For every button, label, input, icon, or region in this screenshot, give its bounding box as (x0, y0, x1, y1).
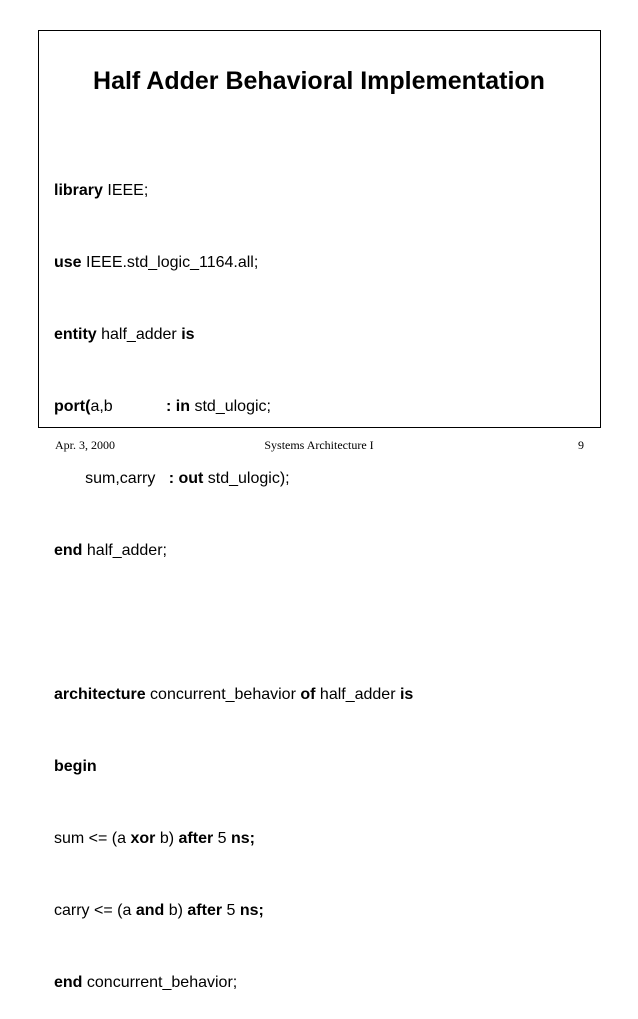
code-block (54, 131, 413, 1019)
code-line-port (54, 395, 413, 419)
code-text: concurrent_behavior (145, 686, 301, 703)
code-line-carry (54, 899, 413, 923)
keyword: architecture (54, 686, 146, 703)
code-line-end-entity (54, 539, 413, 563)
keyword: : out (168, 470, 204, 487)
code-line-entity (54, 323, 413, 347)
keyword: is (399, 686, 414, 703)
code-text: IEEE; (102, 182, 149, 199)
keyword: after (178, 830, 214, 847)
keyword: use (54, 254, 82, 271)
code-text: std_ulogic); (203, 470, 290, 487)
keyword: : in (166, 398, 191, 415)
code-text: IEEE.std_logic_1164.all; (81, 254, 259, 271)
footer-course-title: Systems Architecture I (264, 438, 374, 452)
code-line-end-architecture (54, 971, 413, 995)
code-line-sum (54, 827, 413, 851)
code-text: half_adder (315, 686, 400, 703)
footer-date: Apr. 3, 2000 (55, 438, 115, 452)
code-line-architecture (54, 683, 413, 707)
code-text: std_ulogic; (190, 398, 271, 415)
code-text: b) (164, 902, 188, 919)
keyword: entity (54, 326, 97, 343)
code-line-library (54, 179, 413, 203)
keyword: end (54, 974, 83, 991)
code-text: 5 (213, 830, 231, 847)
code-text: a,b (90, 398, 167, 415)
code-line-begin (54, 755, 413, 779)
keyword: of (300, 686, 316, 703)
code-text: sum <= (a (54, 830, 131, 847)
code-text: 5 (222, 902, 240, 919)
code-text: carry <= (a (54, 902, 136, 919)
slide-title: Half Adder Behavioral Implementation (93, 67, 545, 95)
keyword: port( (54, 398, 91, 415)
code-text: b) (155, 830, 179, 847)
code-line-port-outputs (54, 467, 413, 491)
keyword: after (187, 902, 223, 919)
keyword: ns; (239, 902, 264, 919)
keyword: library (54, 182, 103, 199)
keyword: end (54, 542, 83, 559)
code-text: sum,carry (54, 470, 169, 487)
code-blank-line (54, 611, 413, 635)
keyword: xor (130, 830, 156, 847)
keyword: begin (54, 758, 97, 775)
code-line-use (54, 251, 413, 275)
keyword: ns; (231, 830, 255, 847)
code-text: concurrent_behavior; (82, 974, 238, 991)
keyword: is (181, 326, 195, 343)
footer-page-number: 9 (578, 438, 584, 452)
keyword: and (135, 902, 165, 919)
code-text: half_adder (96, 326, 182, 343)
code-text: half_adder; (82, 542, 167, 559)
